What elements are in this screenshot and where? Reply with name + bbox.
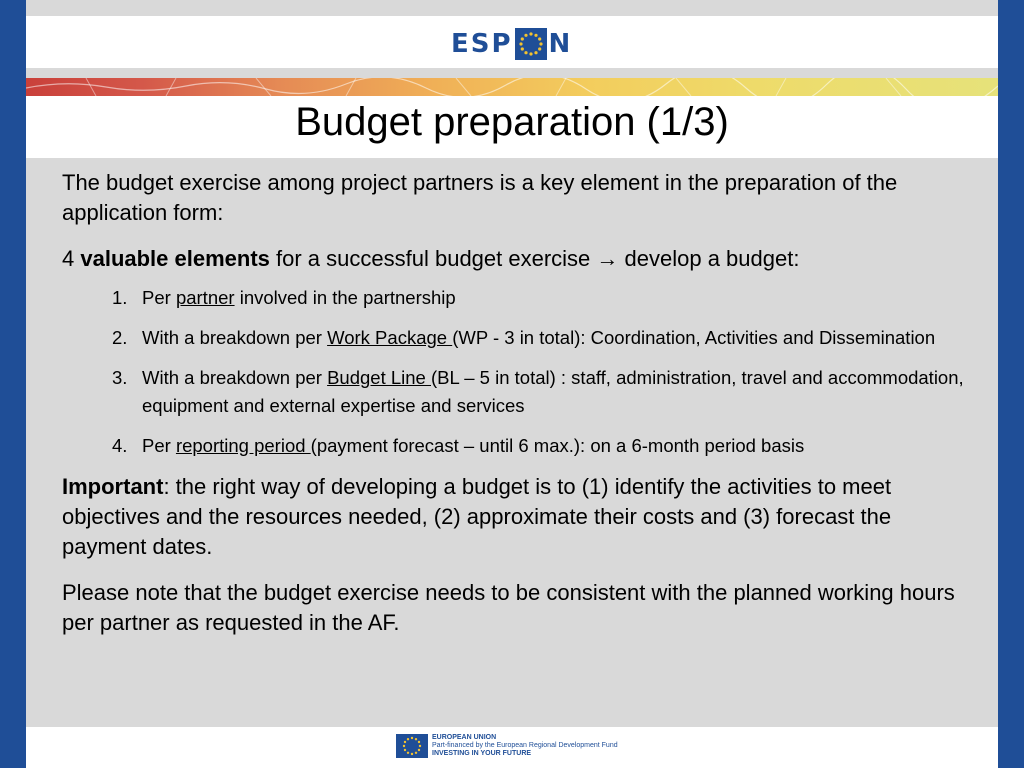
important-label: Important [62,474,164,499]
eu-line-3: INVESTING IN YOUR FUTURE [432,750,532,757]
eu-funding-text [432,734,618,758]
eu-stars-icon [515,28,547,60]
item-underlined: Budget Line [327,367,431,388]
list-item [112,284,972,312]
list-item [112,364,972,420]
title-bar [26,96,998,158]
item-underlined: Work Package [327,327,453,348]
eu-line-1: EUROPEAN UNION [432,734,497,741]
page-title: Budget preparation (1/3) [295,100,729,144]
list-number: 4. [112,435,128,456]
eu-line-2: Part-financed by the European Regional Development Fund [432,742,618,749]
important-paragraph [62,472,972,562]
espon-logo [451,24,572,64]
elements-suffix: for a successful budget exercise → develop a budget: [269,246,800,271]
item-text: (BL – 5 in total) : staff, administration, travel and accommodation, equipment and external expertise and services [142,367,964,416]
item-underlined: reporting period [175,435,311,456]
item-text: involved in the partnership [234,287,456,308]
top-band [26,0,998,16]
item-text: Per [142,435,176,456]
footer-bar [26,727,998,768]
item-underlined: partner [175,287,235,308]
eu-flag-icon [396,734,428,758]
elements-list [62,284,972,460]
list-number: 2. [112,327,128,348]
header-bar [26,16,998,68]
item-text: With a breakdown per [142,327,328,348]
item-text: With a breakdown per [142,367,328,388]
slide-panel [26,0,998,768]
intro-paragraph: The budget exercise among project partners is a key element in the preparation of the application form: [62,170,898,225]
item-text: Per [142,287,176,308]
list-number: 1. [112,287,128,308]
item-text: (WP - 3 in total): Coordination, Activities and Dissemination [452,327,936,348]
list-item [112,432,972,460]
note-paragraph: Please note that the budget exercise needs to be consistent with the planned working hours per partner as requested in the AF. [62,580,955,635]
list-number: 3. [112,367,128,388]
logo-text-left: ESP [451,29,513,59]
item-text: (payment forecast – until 6 max.): on a 6-month period basis [310,435,805,456]
content-body [62,168,972,654]
elements-prefix: 4 [62,246,81,271]
map-decoration [26,78,998,96]
elements-paragraph [62,244,972,274]
eu-funding-logo [396,734,618,758]
logo-text-right: N [548,29,573,59]
list-item [112,324,972,352]
elements-bold: valuable elements [80,246,270,271]
important-text: : the right way of developing a budget is to (1) identify the activities to meet objectives and the resources needed, (2) approximate their costs and (3) forecast the payment dates. [62,474,892,559]
